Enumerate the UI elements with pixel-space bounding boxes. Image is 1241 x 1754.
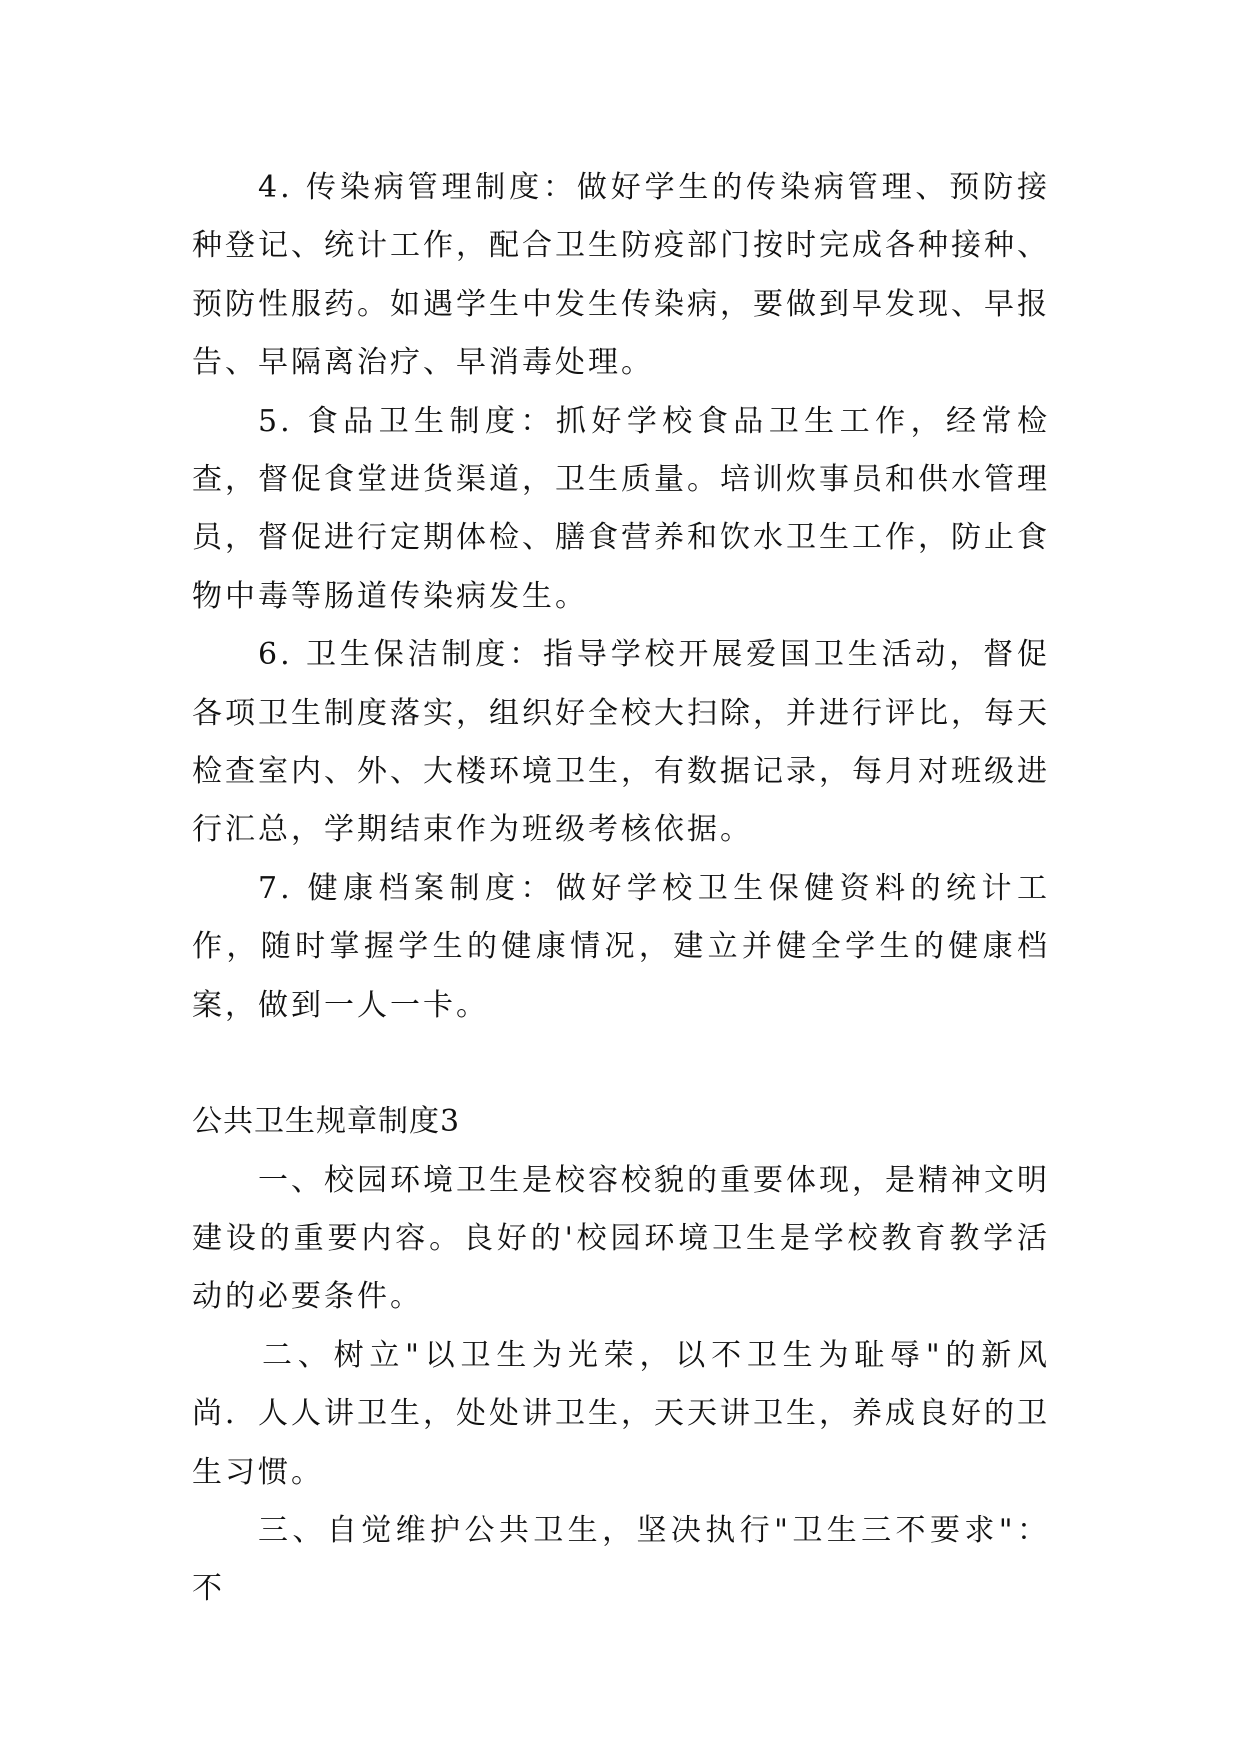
section-spacer xyxy=(192,1035,1050,1093)
paragraph-campus-environment: 一、校园环境卫生是校容校貌的重要体现，是精神文明建设的重要内容。良好的'校园环境卫生是学校教育教学活动的必要条件。 xyxy=(192,1162,1050,1315)
paragraph-food-hygiene: 5. 食品卫生制度：抓好学校食品卫生工作，经常检查，督促食堂进货渠道，卫生质量。培训炊事员和供水管理员，督促进行定期体检、膳食营养和饮水卫生工作，防止食物中毒等肠道传染病发生。 xyxy=(192,403,1050,614)
paragraph-health-records: 7. 健康档案制度：做好学校卫生保健资料的统计工作，随时掌握学生的健康情况，建立并健全学生的健康档案，做到一人一卡。 xyxy=(192,870,1050,1023)
document-body xyxy=(192,159,1050,1619)
paragraph-cleaning: 6. 卫生保洁制度：指导学校开展爱国卫生活动，督促各项卫生制度落实，组织好全校大扫除，并进行评比，每天检查室内、外、大楼环境卫生，有数据记录，每月对班级进行汇总，学期结束作为班级考核依据。 xyxy=(192,637,1050,848)
paragraph-public-hygiene: 三、自觉维护公共卫生，坚决执行"卫生三不要求"：不 xyxy=(192,1512,1050,1607)
paragraph-hygiene-values: 二、树立"以卫生为光荣，以不卫生为耻辱"的新风尚．人人讲卫生，处处讲卫生，天天讲卫生，养成良好的卫生习惯。 xyxy=(192,1337,1050,1490)
section-title: 公共卫生规章制度3 xyxy=(192,1104,461,1140)
paragraph-infectious-disease: 4. 传染病管理制度：做好学生的传染病管理、预防接种登记、统计工作，配合卫生防疫部门按时完成各种接种、预防性服药。如遇学生中发生传染病，要做到早发现、早报告、早隔离治疗、早消毒处理。 xyxy=(192,170,1050,381)
